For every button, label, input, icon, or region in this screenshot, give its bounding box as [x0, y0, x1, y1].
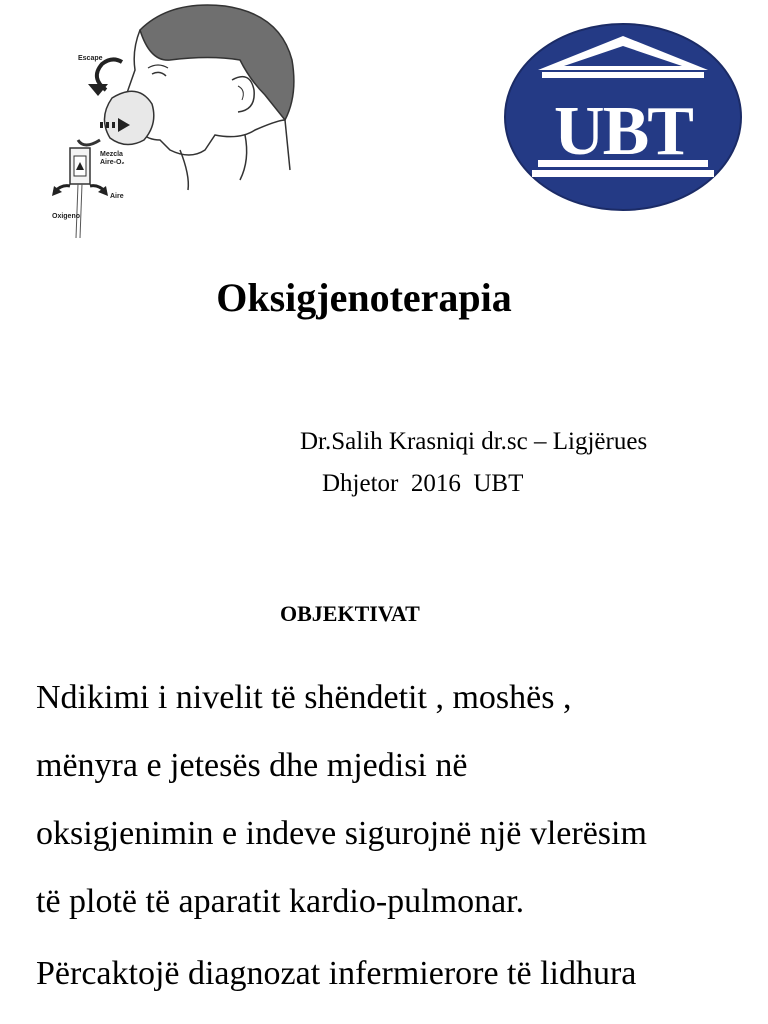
mix-label: Mezcla	[100, 151, 123, 158]
logo-text: UBT	[554, 93, 692, 170]
section-heading: OBJEKTIVAT	[280, 601, 420, 626]
oxygen-mask-icon	[40, 0, 300, 240]
author-line: Dr.Salih Krasniqi dr.sc – Ligjërues	[300, 428, 648, 455]
escape-label: Escape	[78, 55, 103, 62]
oxygen-mask-illustration	[40, 0, 300, 240]
air-label: Aire	[110, 193, 124, 200]
date-line: Dhjetor 2016 UBT	[322, 470, 524, 497]
oxygen-label: Oxigeno	[52, 213, 81, 220]
mix-sub-label: Aire-O₂	[100, 159, 125, 166]
objective-line: oksigjenimin e indeve sigurojnë një vlerësim	[36, 815, 647, 852]
objective-line: Ndikimi i nivelit të shëndetit , moshës ,	[36, 679, 572, 716]
objective-line: mënyra e jetesës dhe mjedisi në	[36, 747, 468, 784]
objectives-text	[36, 664, 756, 1008]
objective-line: të plotë të aparatit kardio-pulmonar.	[36, 883, 525, 920]
page-title: Oksigjenoterapia	[216, 275, 512, 320]
ubt-logo	[502, 22, 744, 212]
objective-line: Përcaktojë diagnozat infermierore të lidhura	[36, 955, 637, 992]
